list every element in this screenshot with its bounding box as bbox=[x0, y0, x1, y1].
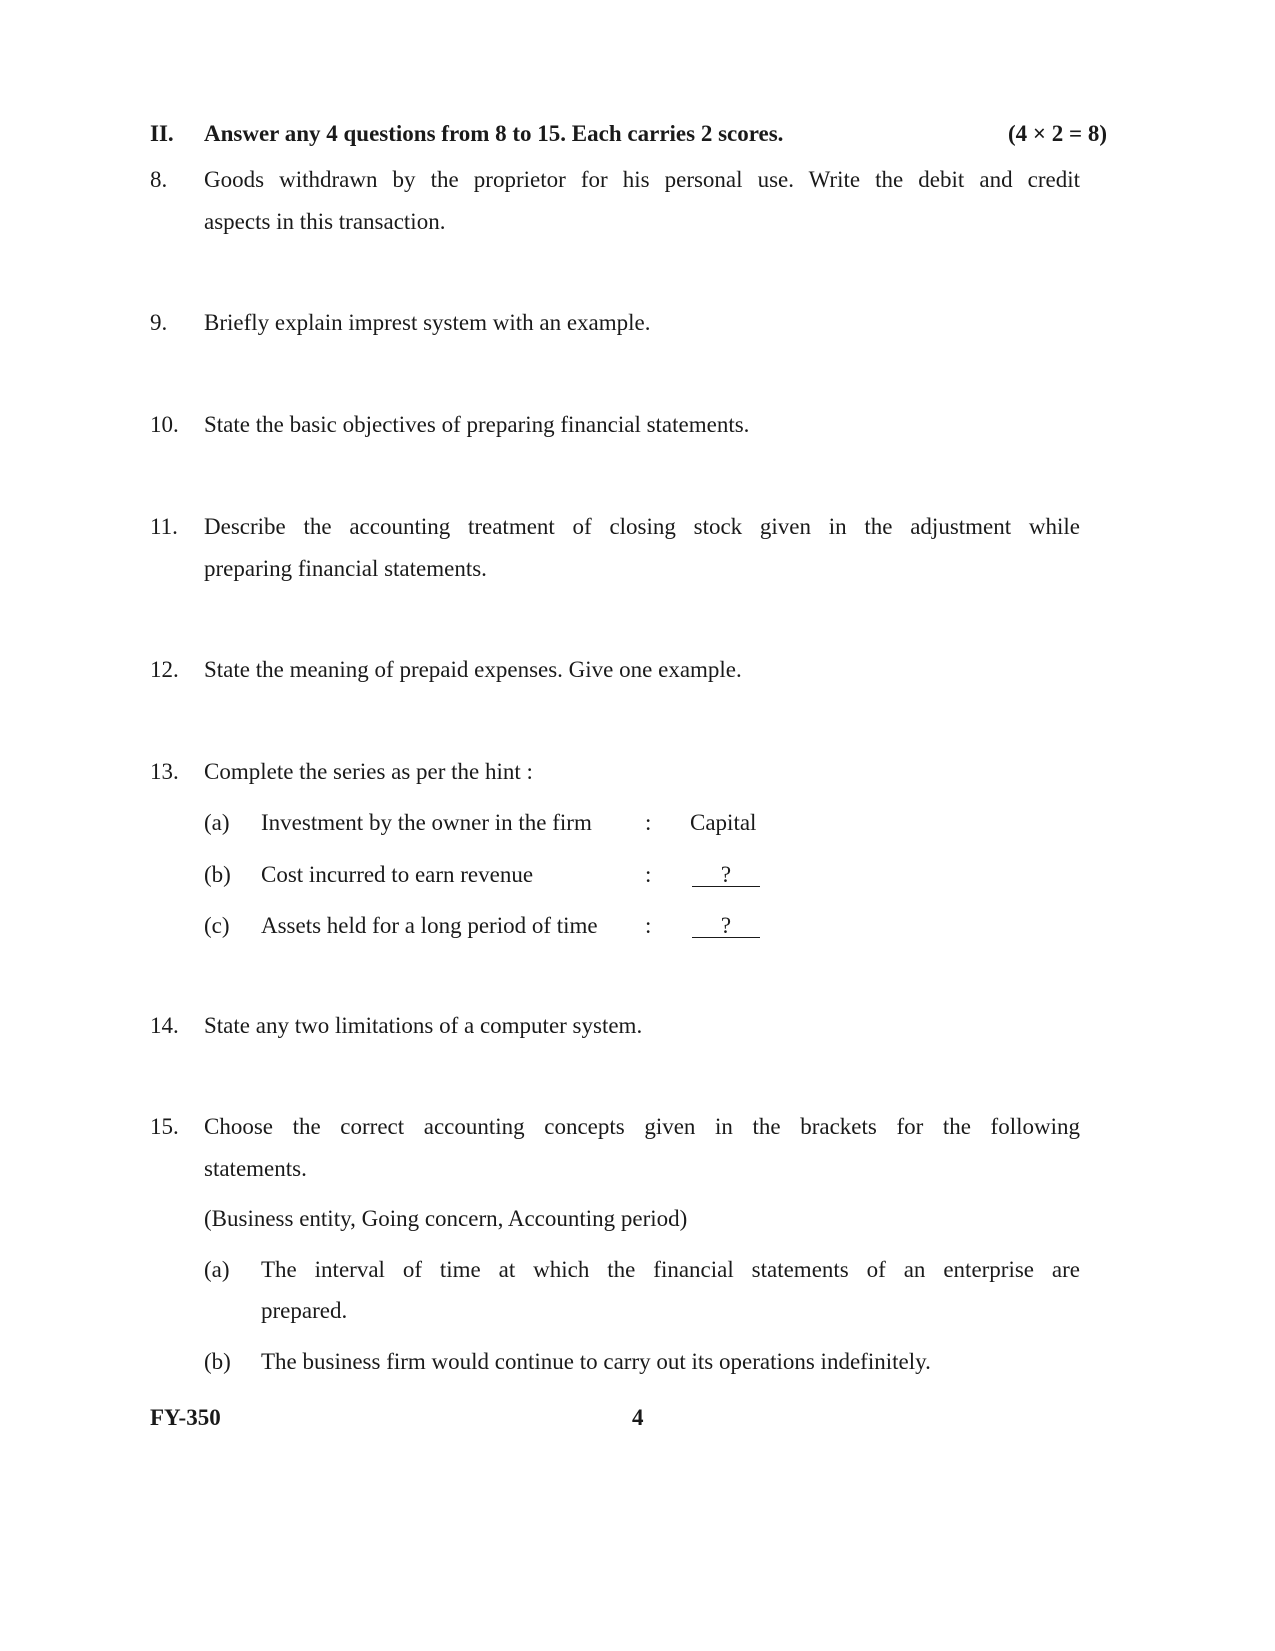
question-number: 10. bbox=[150, 412, 179, 437]
question-number: 12. bbox=[150, 657, 179, 682]
question-number: 9. bbox=[150, 310, 168, 335]
answer-text: Capital bbox=[690, 810, 757, 835]
sub-item-text: prepared. bbox=[261, 1298, 348, 1323]
sub-item-label: (a) bbox=[204, 1257, 230, 1282]
section-marks: (4 × 2 = 8) bbox=[1008, 121, 1108, 146]
sub-item-label: (a) bbox=[204, 810, 230, 835]
colon: : bbox=[645, 913, 652, 938]
question-number: 8. bbox=[150, 167, 168, 192]
options-text: (Business entity, Going concern, Accounting period) bbox=[204, 1206, 688, 1231]
question-text: Complete the series as per the hint : bbox=[204, 759, 533, 784]
question-text: Goods withdrawn by the proprietor for his personal use. Write the debit and credit bbox=[204, 167, 1080, 192]
sub-item-text: Cost incurred to earn revenue bbox=[261, 862, 534, 887]
question-text: preparing financial statements. bbox=[204, 556, 487, 581]
section-numeral: II. bbox=[150, 121, 174, 146]
sub-item-label: (b) bbox=[204, 862, 231, 887]
question-text: Choose the correct accounting concepts given in the brackets for the following bbox=[204, 1114, 1080, 1139]
page-number: 4 bbox=[632, 1405, 644, 1430]
sub-item-text: The interval of time at which the financial statements of an enterprise are bbox=[261, 1257, 1080, 1282]
question-number: 11. bbox=[150, 514, 178, 539]
question-text: State the basic objectives of preparing financial statements. bbox=[204, 412, 750, 437]
paper-code: FY-350 bbox=[150, 1405, 221, 1430]
question-text: State any two limitations of a computer system. bbox=[204, 1013, 643, 1038]
answer-blank: ? bbox=[692, 915, 760, 938]
question-text: Briefly explain imprest system with an example. bbox=[204, 310, 651, 335]
question-text: Describe the accounting treatment of closing stock given in the adjustment while bbox=[204, 514, 1080, 539]
question-text: aspects in this transaction. bbox=[204, 209, 446, 234]
question-number: 15. bbox=[150, 1114, 179, 1139]
colon: : bbox=[645, 810, 652, 835]
sub-item-label: (b) bbox=[204, 1349, 231, 1374]
sub-item-text: The business firm would continue to carry out its operations indefinitely. bbox=[261, 1349, 931, 1374]
colon: : bbox=[645, 862, 652, 887]
sub-item-text: Assets held for a long period of time bbox=[261, 913, 598, 938]
question-text: statements. bbox=[204, 1156, 307, 1181]
sub-item-text: Investment by the owner in the firm bbox=[261, 810, 592, 835]
sub-item-label: (c) bbox=[204, 913, 230, 938]
question-number: 14. bbox=[150, 1013, 179, 1038]
question-text: State the meaning of prepaid expenses. Give one example. bbox=[204, 657, 742, 682]
question-number: 13. bbox=[150, 759, 179, 784]
answer-blank: ? bbox=[692, 864, 760, 887]
section-instruction: Answer any 4 questions from 8 to 15. Each carries 2 scores. bbox=[204, 121, 784, 146]
